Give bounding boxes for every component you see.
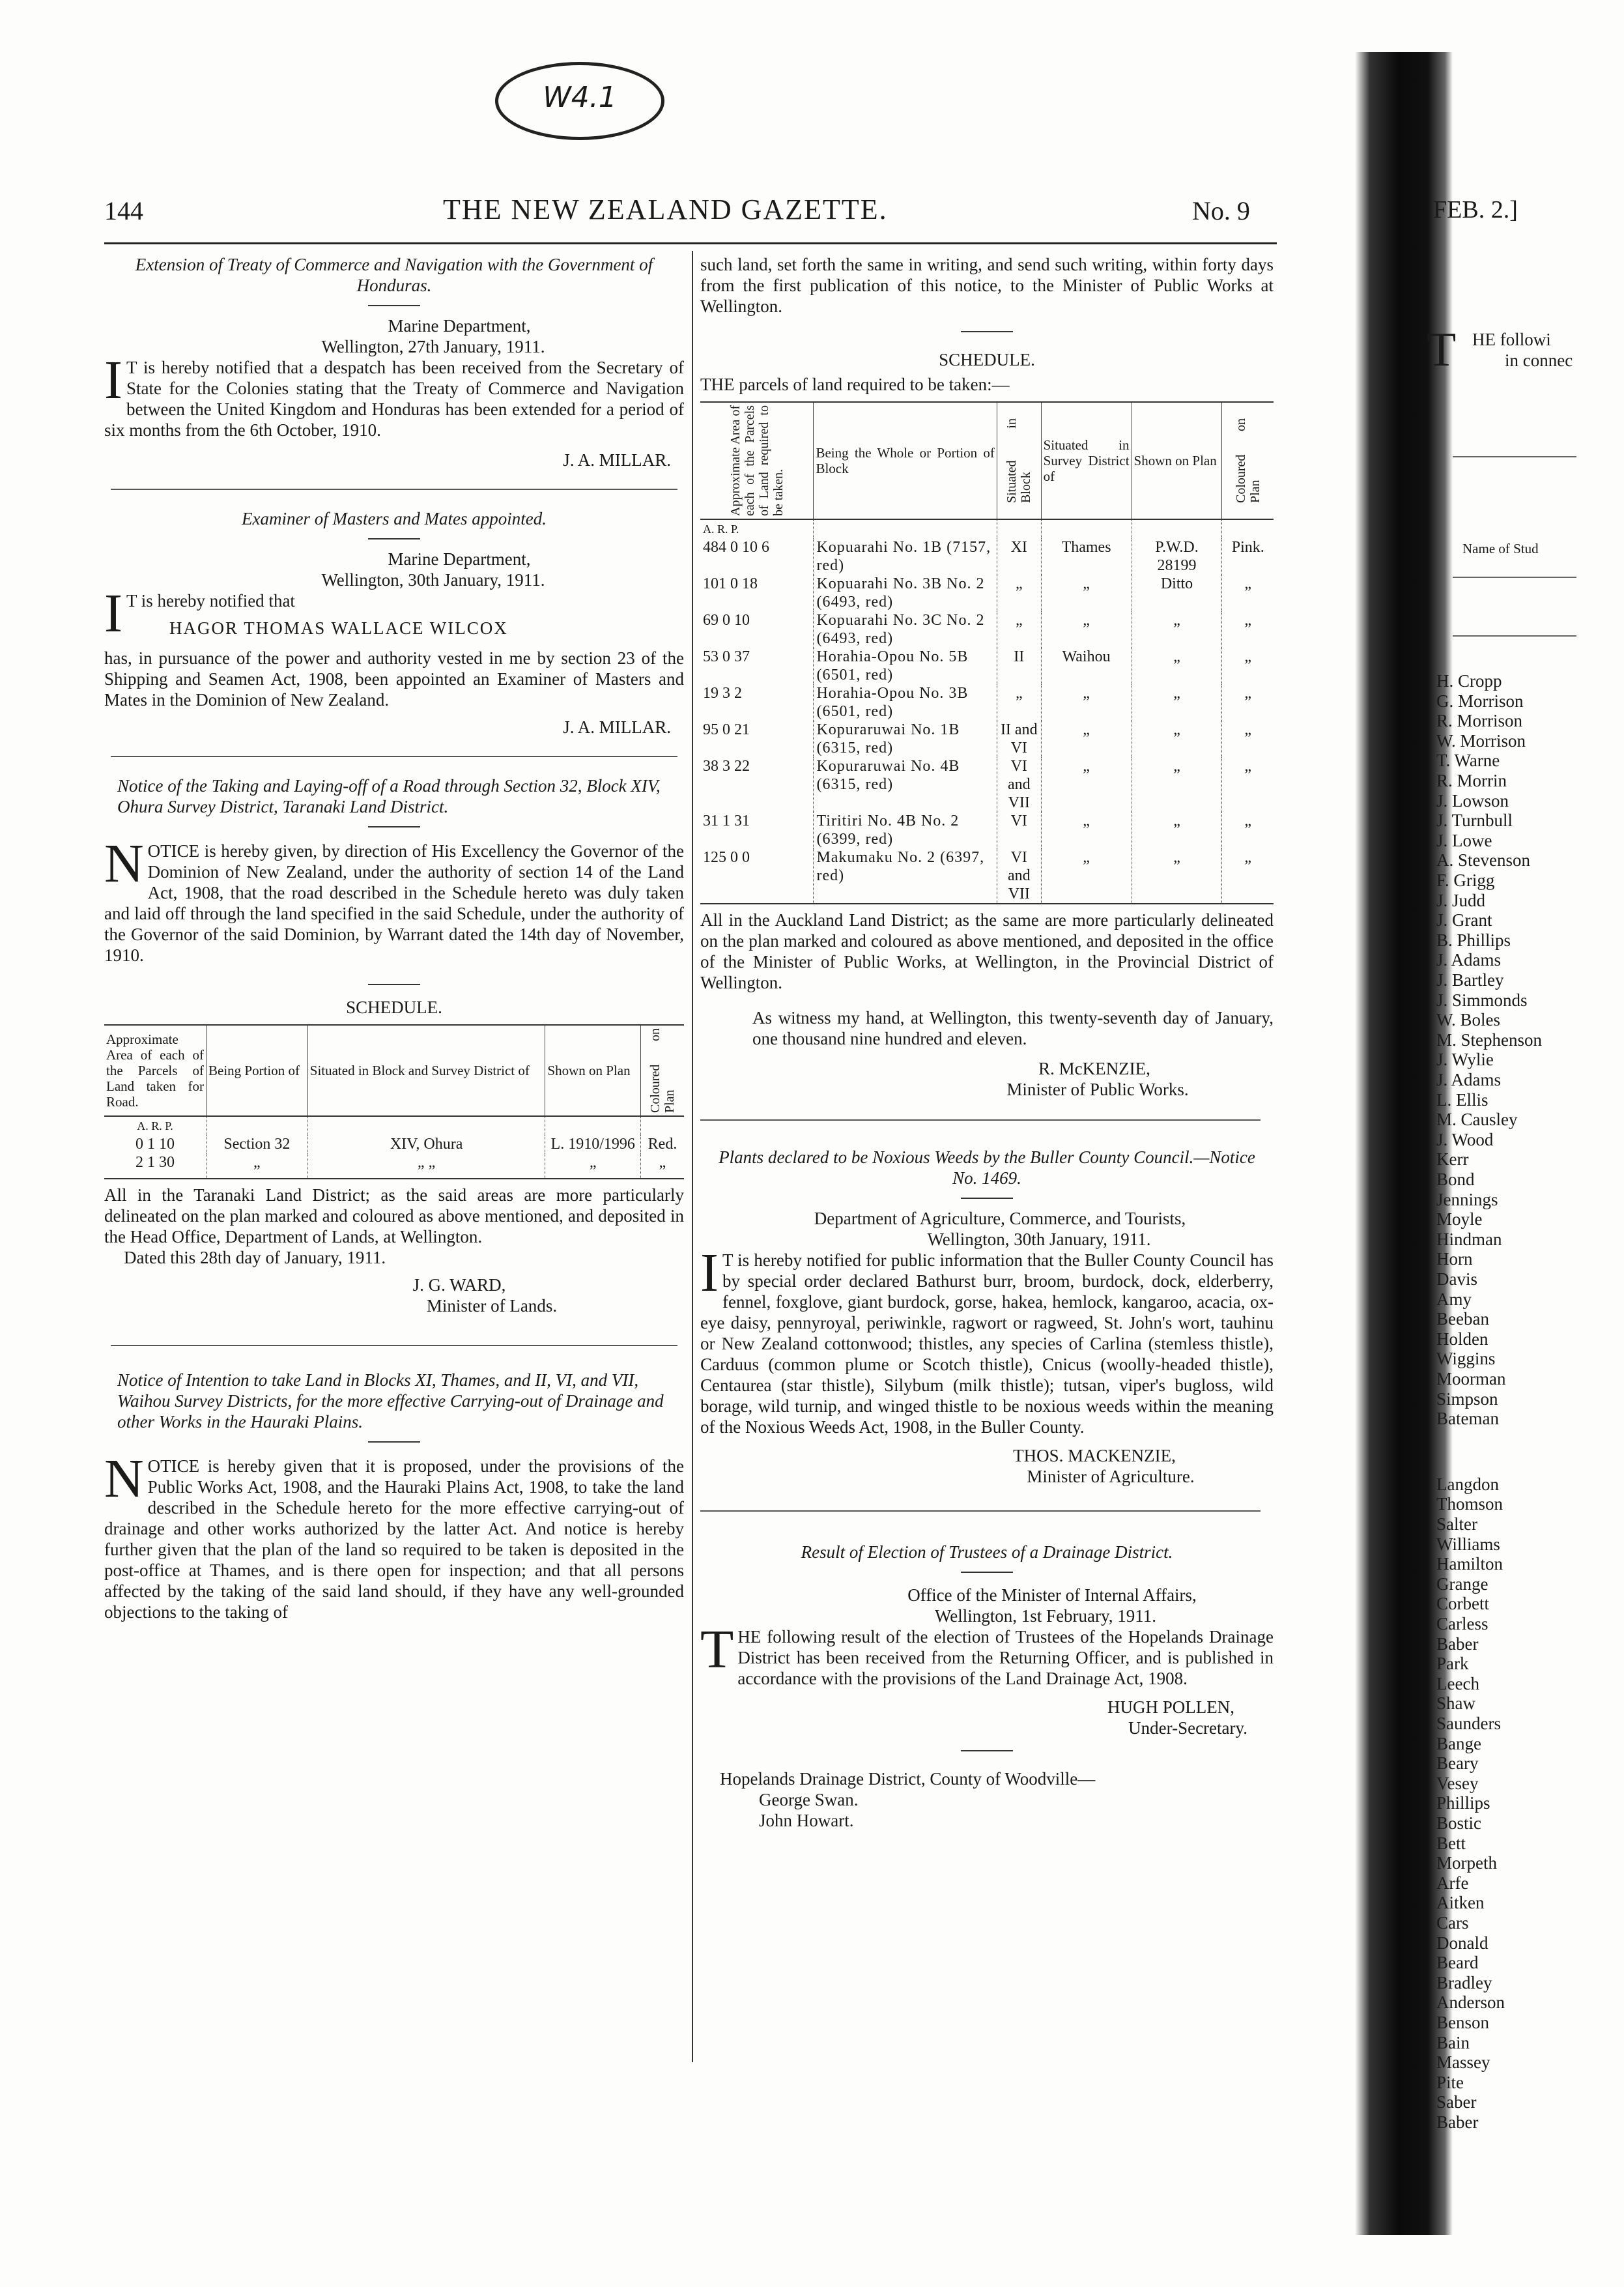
cell-area: 2 1 30: [135, 1154, 175, 1171]
cell-colour: „: [1222, 648, 1274, 684]
divider: [368, 984, 420, 985]
next-page-name: Bond: [1436, 1170, 1475, 1189]
next-page-name: Hamilton: [1436, 1554, 1503, 1574]
cell-portion: Kopuarahi No. 3B No. 2 (6493, red): [814, 575, 997, 611]
signature-title: Under-Secretary.: [1128, 1718, 1247, 1738]
issue-number: No. 9: [1192, 196, 1250, 225]
cell-area: 53 0 37: [703, 648, 750, 665]
cell-colour: „: [1222, 575, 1274, 611]
cell-portion: Kopuraruwai No. 4B (6315, red): [814, 757, 997, 812]
next-page-name: Bange: [1436, 1733, 1481, 1753]
cell-portion: Tiritiri No. 4B No. 2 (6399, red): [814, 812, 997, 848]
cell-area: 101 0 18: [703, 575, 758, 592]
right-column: [700, 254, 1274, 1831]
cell-block: VI and VII: [997, 848, 1041, 903]
cell-portion: Horahia-Opou No. 3B (6501, red): [814, 684, 997, 721]
next-page-name: J. Lowe: [1436, 830, 1492, 850]
next-page-name: R. Morrin: [1436, 771, 1507, 790]
cell-plan: P.W.D. 28199: [1132, 538, 1222, 575]
cell-colour: „: [1222, 721, 1274, 757]
next-page-name: J. Turnbull: [1436, 811, 1513, 831]
next-page-name: Park: [1436, 1654, 1469, 1674]
col-area: Approximate Area of each of the Parcels of Land taken for Road.: [104, 1026, 207, 1116]
honduras-notice: [104, 254, 684, 470]
next-page-name: Baber: [1436, 2112, 1479, 2132]
units: A. R. P.: [703, 523, 739, 536]
date: Wellington, 27th January, 1911.: [321, 337, 545, 356]
next-page-name: Donald: [1436, 1933, 1489, 1953]
signature: HUGH POLLEN,: [1107, 1697, 1234, 1717]
next-page-date: FEB. 2.]: [1433, 196, 1518, 223]
cell-district: Thames: [1041, 538, 1132, 575]
schedule-intro: THE parcels of land required to be taken:—: [700, 375, 1010, 394]
next-page-name: Bain: [1436, 2032, 1470, 2052]
col-district: Situated in Survey District of: [1041, 403, 1132, 519]
col-portion: Being the Whole or Portion of Block: [814, 403, 997, 519]
table-row: [700, 611, 1274, 648]
next-page-name: A. Stevenson: [1436, 850, 1530, 870]
cell-plan: „: [1132, 648, 1222, 684]
cell-portion: Kopuarahi No. 3C No. 2 (6493, red): [814, 611, 997, 648]
notice-heading: Examiner of Masters and Mates appointed.: [242, 509, 547, 528]
next-page-name: Thomson: [1436, 1494, 1503, 1514]
cell-area: 31 1 31: [703, 813, 750, 829]
cell-block: „ „: [307, 1153, 545, 1178]
schedule-footer: All in the Taranaki Land District; as the said areas are more particularly delineated on the plan marked and coloured as above mentioned, and deposited in the Head Office, Department of Lands, at Wellington.: [104, 1185, 684, 1246]
district-line: Hopelands Drainage District, County of Woodville—: [720, 1769, 1096, 1789]
next-page-name: J. Simmonds: [1436, 990, 1528, 1010]
col-plan: Shown on Plan: [545, 1026, 641, 1116]
next-page-name: T. Warne: [1436, 751, 1500, 771]
section-separator: [111, 489, 677, 490]
cell-district: „: [1041, 611, 1132, 648]
section-separator: [700, 1510, 1261, 1512]
cell-portion: Makumaku No. 2 (6397, red): [814, 848, 997, 903]
next-page-name: Bradley: [1436, 1972, 1492, 1992]
drop-cap: T: [700, 1619, 734, 1680]
signature: J. G. WARD,: [412, 1275, 506, 1295]
next-page-name: Saber: [1436, 2092, 1477, 2112]
drainage-notice: [700, 1542, 1274, 1831]
office: Marine Department,: [388, 316, 531, 336]
notice-body: has, in pursuance of the power and authority vested in me by section 23 of the Shipping and Seamen Act, 1908, been appointed an Examiner of Masters and Mates in the Dominion of New Zealand.: [104, 648, 684, 710]
next-page-name: R. Morrison: [1436, 711, 1523, 731]
cell-colour: „: [1222, 812, 1274, 848]
cell-district: „: [1041, 848, 1132, 903]
table-row: [104, 1135, 684, 1153]
schedule-footer: All in the Auckland Land District; as the same are more particularly delineated on the plan marked and coloured as above mentioned, and deposited in the office of the Minister of Public Works, at Wellington, in the Provincial District of Wellington.: [700, 910, 1274, 992]
next-page-drop-cap: T: [1427, 323, 1457, 377]
next-page-name: J. Wood: [1436, 1129, 1494, 1149]
cell-plan: „: [1132, 721, 1222, 757]
cell-plan: „: [1132, 611, 1222, 648]
cell-plan: „: [1132, 812, 1222, 848]
next-page-name: Pite: [1436, 2072, 1464, 2092]
notice-body: OTICE is hereby given, by direction of His Excellency the Governor of the Dominion of New Zealand, under the authority of section 14 of the Land Act, 1908, that the road described in the Schedule hereto was duly taken and laid off through the land specified in the said Schedule, under the authority of the Governor of the said Dominion, by Warrant dated the 14th day of November, 1910.: [104, 841, 684, 965]
next-page-rule: [1453, 456, 1576, 457]
notice-body: T is hereby notified for public information that the Buller County Council has by special order declared Bathurst burr, broom, burdock, dock, elderberry, fennel, foxglove, giant burdock, gorse, hakea, hemlock, kangaroo, acacia, ox-eye daisy, pennyroyal, periwinkle, ragwort or ragweed, St. John's wort, tauhinu or New Zealand cottonwood; thistles, any species of Carlina (stemless thistle), Carduus (common plume or Scotch thistle), Cnicus (woolly-headed thistle), Centaurea (star thistle), Silybum (milk thistle); tutsan, viper's bugloss, wild borage, wild turnip, and winged thistle to be noxious weeds within the meaning of the Noxious Weeds Act, 1908, in the Buller County.: [700, 1250, 1274, 1437]
hauraki-schedule-table: [700, 403, 1274, 903]
section-separator: [111, 756, 677, 757]
col-plan: Shown on Plan: [1132, 403, 1222, 519]
table-row: [104, 1153, 684, 1178]
table-row: [700, 575, 1274, 611]
cell-colour: „: [1222, 611, 1274, 648]
cell-portion: Section 32: [207, 1135, 308, 1153]
units: A. R. P.: [137, 1119, 173, 1132]
next-page-name: M. Stephenson: [1436, 1029, 1542, 1050]
next-page-name: Massey: [1436, 2052, 1490, 2073]
cell-colour: „: [1222, 757, 1274, 812]
next-page-name: M. Causley: [1436, 1110, 1518, 1130]
next-page-name: Hindman: [1436, 1229, 1502, 1249]
notice-intro: T is hereby notified that: [126, 591, 295, 611]
next-page-name: Beard: [1436, 1953, 1479, 1973]
table-row: [700, 757, 1274, 812]
next-page-name: J. Judd: [1436, 890, 1486, 910]
next-page-name: J. Wylie: [1436, 1050, 1494, 1070]
table-row: [700, 538, 1274, 575]
col-colour: Coloured on Plan: [1233, 418, 1262, 503]
cell-district: „: [1041, 757, 1132, 812]
cell-colour: Pink.: [1222, 538, 1274, 575]
divider: [368, 1441, 420, 1443]
next-page-name: Moyle: [1436, 1209, 1483, 1230]
cell-block: „: [997, 575, 1041, 611]
examiner-notice: [104, 508, 684, 738]
next-page-name: J. Adams: [1436, 950, 1502, 970]
next-page-name: Bateman: [1436, 1409, 1499, 1429]
next-page-name: J. Bartley: [1436, 970, 1504, 990]
notice-body: OTICE is hereby given that it is proposed, under the provisions of the Public Works Act, 1908, and the Hauraki Plains Act, 1908, to take the land described in the Schedule hereto for the more effective carrying-out of drainage and other works authorized by the latter Act. And notice is hereby further given that the plan of the land so required to be taken is deposited in the post-office at Thames, and is there open for inspection; and that all persons affected by the taking of the said land should, if they have any well-grounded objections to the taking of: [104, 1456, 684, 1622]
cell-block: VI and VII: [997, 757, 1041, 812]
next-page-intro-line: HE followi: [1472, 330, 1551, 349]
trustee: George Swan.: [759, 1790, 859, 1809]
notice-body: HE following result of the election of Trustees of the Hopelands Drainage District has been received from the Returning Officer, and is published in accordance with the provisions of the Land Drainage Act, 1908.: [737, 1627, 1274, 1688]
col-area: Approximate Area of each of the Parcels of Land required to be taken.: [728, 405, 786, 516]
next-page-name: Phillips: [1436, 1793, 1490, 1813]
office: Marine Department,: [388, 549, 531, 569]
weeds-notice: [700, 1147, 1274, 1487]
next-page-name: F. Grigg: [1436, 870, 1495, 890]
cell-colour: „: [641, 1153, 685, 1178]
cell-portion: Kopuarahi No. 1B (7157, red): [814, 538, 997, 575]
cell-area: 125 0 0: [703, 849, 750, 866]
next-page-name: Shaw: [1436, 1693, 1475, 1714]
cell-district: „: [1041, 721, 1132, 757]
divider: [961, 1750, 1013, 1751]
next-page-name: Davis: [1436, 1269, 1477, 1289]
next-page-name: Beeban: [1436, 1309, 1489, 1329]
next-page-name: Morpeth: [1436, 1853, 1497, 1873]
signature-title: Minister of Public Works.: [1006, 1080, 1189, 1099]
notice-heading: Notice of Intention to take Land in Blocks XI, Thames, and II, VI, and VII, Waihou Survey Districts, for the more effective Carrying-out of Drainage and other Works in the Hauraki Plains.: [117, 1370, 664, 1431]
next-page-name: Grange: [1436, 1574, 1489, 1594]
cell-plan: „: [1132, 848, 1222, 903]
office: Office of the Minister of Internal Affairs,: [907, 1585, 1197, 1605]
drop-cap: N: [104, 1448, 144, 1509]
cell-area: 484 0 10 6: [703, 539, 769, 556]
next-page-rule: [1453, 577, 1576, 578]
date: Wellington, 30th January, 1911.: [927, 1230, 1151, 1249]
schedule-title: SCHEDULE.: [939, 350, 1035, 369]
cell-plan: Ditto: [1132, 575, 1222, 611]
cell-area: 95 0 21: [703, 721, 750, 738]
cell-colour: „: [1222, 684, 1274, 721]
next-page-name: W. Morrison: [1436, 730, 1526, 751]
next-page-name: W. Boles: [1436, 1010, 1501, 1030]
signature-title: Minister of Agriculture.: [1027, 1467, 1195, 1486]
signature: J. A. MILLAR.: [563, 717, 671, 737]
cell-plan: „: [545, 1153, 641, 1178]
cell-block: VI: [997, 812, 1041, 848]
cell-area: 19 3 2: [703, 685, 742, 702]
next-page-name: Saunders: [1436, 1714, 1501, 1733]
section-separator: [700, 1119, 1261, 1121]
next-page-name: H. Cropp: [1436, 671, 1502, 691]
divider: [368, 538, 420, 539]
notice-heading: Extension of Treaty of Commerce and Navigation with the Government of Honduras.: [135, 255, 653, 295]
cell-portion: „: [207, 1153, 308, 1178]
divider: [961, 1572, 1013, 1573]
divider: [961, 331, 1013, 332]
cell-block: II and VI: [997, 721, 1041, 757]
header-rule: [104, 242, 1277, 244]
notice-heading: Notice of the Taking and Laying-off of a Road through Section 32, Block XIV, Ohura Survey District, Taranaki Land District.: [117, 776, 661, 816]
signature: R. McKENZIE,: [1038, 1059, 1150, 1078]
col-colour: Coloured on Plan: [648, 1028, 677, 1113]
next-page-rule: [1453, 635, 1576, 637]
next-page-name: J. Grant: [1436, 910, 1492, 930]
office: Department of Agriculture, Commerce, and Tourists,: [814, 1209, 1186, 1228]
next-page-name: Aitken: [1436, 1893, 1485, 1913]
next-page-name: Vesey: [1436, 1773, 1479, 1793]
table-row: [700, 848, 1274, 903]
gazette-title: THE NEW ZEALAND GAZETTE.: [443, 194, 888, 225]
cell-plan: „: [1132, 757, 1222, 812]
notice-heading: Result of Election of Trustees of a Drainage District.: [801, 1542, 1173, 1562]
date: Wellington, 1st February, 1911.: [934, 1606, 1157, 1626]
appointee-name: HAGOR THOMAS WALLACE WILCOX: [169, 618, 508, 638]
drop-cap: N: [104, 833, 144, 894]
cell-colour: Red.: [641, 1135, 685, 1153]
next-page-intro-line: in connec: [1505, 351, 1573, 370]
table-row: [700, 648, 1274, 684]
cell-block: XI: [997, 538, 1041, 575]
next-page-name: Langdon: [1436, 1474, 1499, 1494]
next-page-name: Horn: [1436, 1249, 1473, 1269]
next-page-name: G. Morrison: [1436, 691, 1524, 711]
hauraki-notice: [104, 1370, 684, 1622]
next-page-name: Salter: [1436, 1514, 1477, 1534]
notice-body: T is hereby notified that a despatch has been received from the Secretary of State for the Colonies stating that the Treaty of Commerce and Navigation between the United Kingdom and Honduras has been extended for a period of six months from the 6th October, 1910.: [104, 358, 684, 440]
cell-plan: L. 1910/1996: [545, 1135, 641, 1153]
next-page-name: Leech: [1436, 1673, 1479, 1693]
schedule-title: SCHEDULE.: [346, 998, 442, 1017]
next-page-name: J. Adams: [1436, 1070, 1502, 1089]
next-page-name: Williams: [1436, 1534, 1500, 1554]
table-row: [700, 721, 1274, 757]
next-page-name: Arfe: [1436, 1873, 1469, 1893]
col-block: Situated in Block: [1004, 418, 1034, 503]
next-page-name: Bett: [1436, 1833, 1466, 1853]
next-page-name: Baber: [1436, 1633, 1479, 1654]
next-page-name: L. Ellis: [1436, 1089, 1489, 1110]
signature: J. A. MILLAR.: [563, 450, 671, 470]
next-page-name: Simpson: [1436, 1388, 1498, 1409]
next-page-name: Kerr: [1436, 1149, 1469, 1170]
cell-district: „: [1041, 575, 1132, 611]
next-page-name: Bostic: [1436, 1813, 1482, 1833]
table-row: [700, 812, 1274, 848]
next-page-name: Anderson: [1436, 1992, 1505, 2013]
cell-district: Waihou: [1041, 648, 1132, 684]
cell-area: 38 3 22: [703, 758, 750, 775]
next-page-name: Cars: [1436, 1913, 1469, 1933]
next-page-name: Jennings: [1436, 1189, 1498, 1209]
cell-district: „: [1041, 684, 1132, 721]
cell-colour: „: [1222, 848, 1274, 903]
next-page-name: Corbett: [1436, 1594, 1489, 1614]
next-page-intro: [1472, 329, 1573, 371]
next-page-name: J. Lowson: [1436, 790, 1509, 811]
page-number: 144: [104, 196, 143, 225]
section-separator: [111, 1345, 677, 1346]
road-schedule-table: [104, 1026, 684, 1178]
cell-portion: Horahia-Opou No. 5B (6501, red): [814, 648, 997, 684]
handwritten-stamp: W4.1: [495, 62, 664, 140]
date: Wellington, 30th January, 1911.: [321, 570, 545, 590]
column-divider: [692, 251, 693, 2062]
road-notice: [104, 775, 684, 1316]
cell-block: „: [997, 611, 1041, 648]
table-row: [700, 684, 1274, 721]
notice-heading: Plants declared to be Noxious Weeds by the Buller County Council.—Notice No. 1469.: [719, 1147, 1255, 1188]
signature-title: Minister of Lands.: [426, 1296, 558, 1316]
drop-cap: I: [104, 583, 122, 644]
cell-block: XIV, Ohura: [307, 1135, 545, 1153]
next-page-name: Moorman: [1436, 1369, 1506, 1388]
next-page-name: Beary: [1436, 1753, 1479, 1774]
drop-cap: I: [700, 1243, 719, 1303]
divider: [368, 826, 420, 827]
cell-district: „: [1041, 812, 1132, 848]
next-page-name: Carless: [1436, 1614, 1489, 1633]
witness-clause: As witness my hand, at Wellington, this twenty-seventh day of January, one thousand nine hundred and eleven.: [752, 1008, 1274, 1048]
cell-area: 0 1 10: [135, 1136, 175, 1153]
next-page-name: B. Phillips: [1436, 930, 1511, 950]
dated-line: Dated this 28th day of January, 1911.: [124, 1248, 386, 1267]
divider: [368, 305, 420, 306]
cell-area: 69 0 10: [703, 612, 750, 629]
cell-portion: Kopuraruwai No. 1B (6315, red): [814, 721, 997, 757]
cell-plan: „: [1132, 684, 1222, 721]
next-page-name: Wiggins: [1436, 1349, 1496, 1369]
trustee: John Howart.: [759, 1811, 854, 1830]
cell-block: II: [997, 648, 1041, 684]
col-block: Situated in Block and Survey District of: [307, 1026, 545, 1116]
divider: [961, 1198, 1013, 1199]
next-page-name: Benson: [1436, 2013, 1489, 2032]
continued-text: such land, set forth the same in writing, and send such writing, within forty days from the first publication of this notice, to the Minister of Public Works at Wellington.: [700, 255, 1274, 316]
left-column: [104, 254, 684, 1622]
drop-cap: I: [104, 350, 122, 410]
col-portion: Being Portion of: [207, 1026, 308, 1116]
next-page-name: Holden: [1436, 1329, 1489, 1349]
next-page-name: Amy: [1436, 1289, 1472, 1309]
cell-block: „: [997, 684, 1041, 721]
signature: THOS. MACKENZIE,: [1013, 1446, 1176, 1465]
next-page-column-head: Name of Stud: [1462, 541, 1539, 556]
